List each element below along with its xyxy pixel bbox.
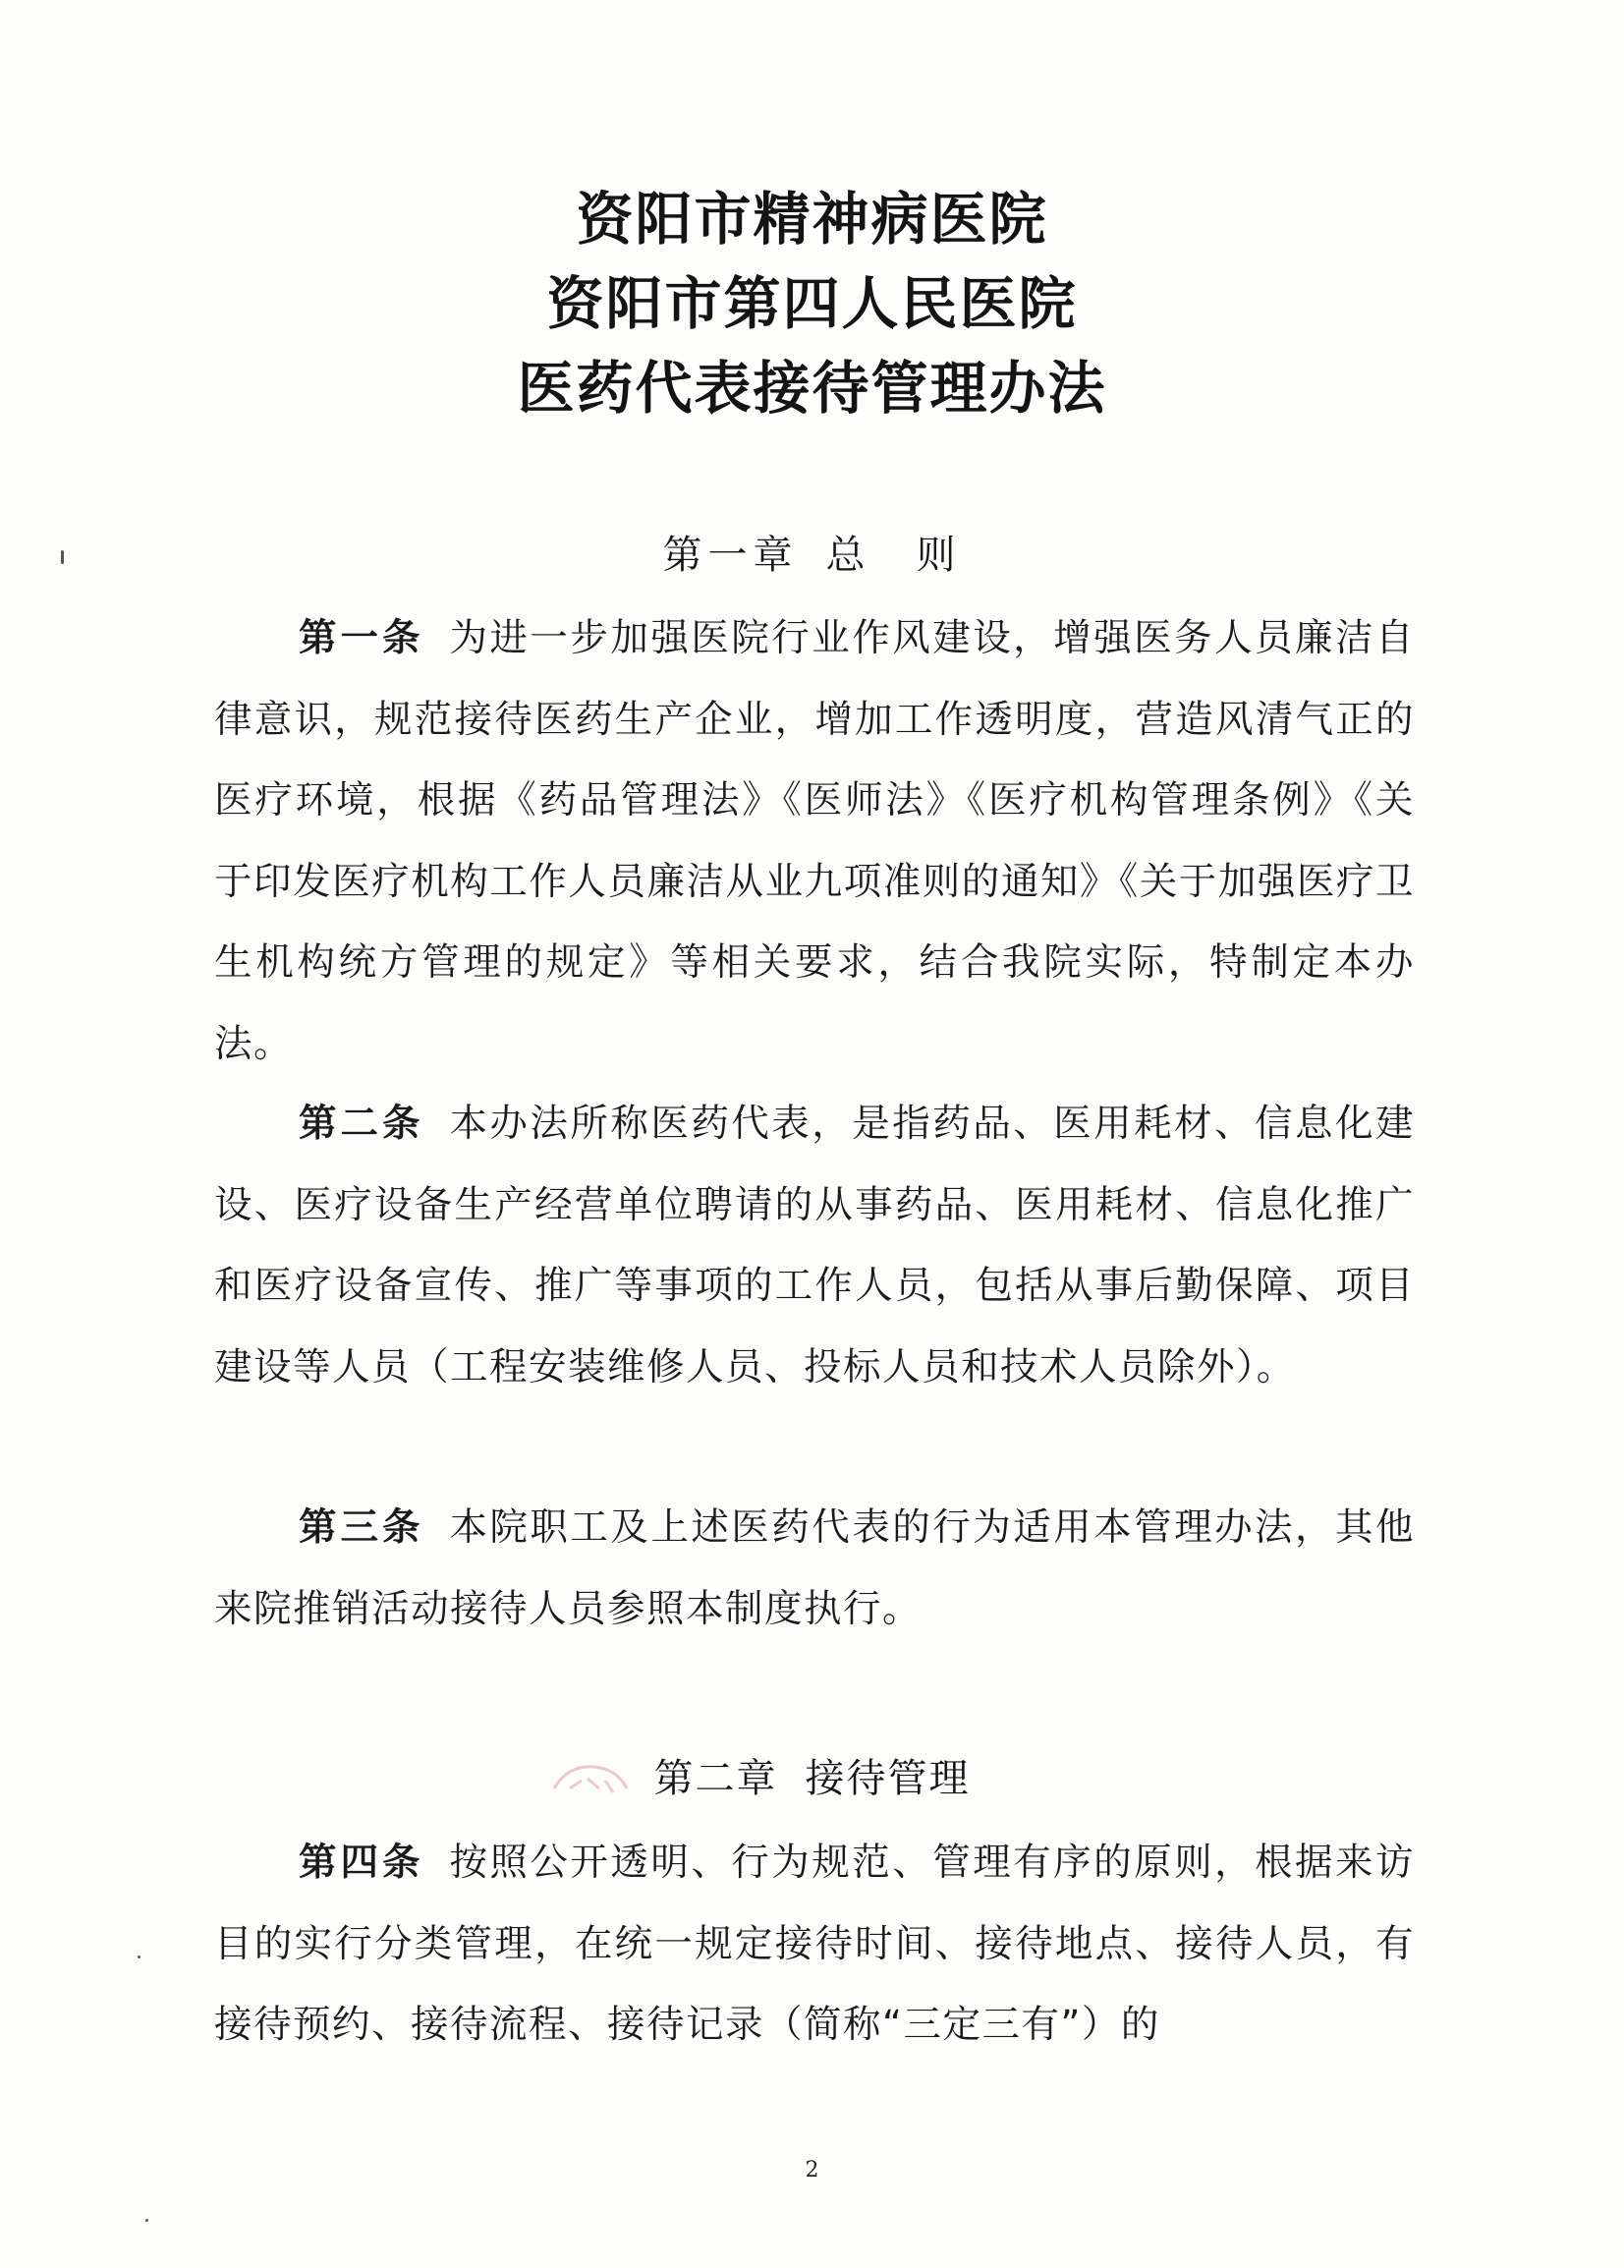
page-number: 2 (805, 2158, 819, 2183)
scan-speck (61, 550, 64, 564)
title-line: 资阳市第四人民医院 (546, 270, 1078, 337)
scan-speck (145, 2219, 148, 2222)
article-2 (214, 1084, 1415, 1408)
article-label: 第四条 (299, 1841, 424, 1885)
article-text: 本院职工及上述医药代表的行为适用本管理办法，其他来院推销活动接待人员参照本制度执行。 (214, 1505, 1415, 1631)
chapter-number: 第二章 (653, 1756, 778, 1801)
stamp-fragment-icon (548, 1759, 631, 1822)
document-title (0, 177, 1624, 430)
article-text: 为进一步加强医院行业作风建设，增强医务人员廉洁自律意识，规范接待医药生产企业，增加工作透明度，营造风清气正的医疗环境，根据《药品管理法》《医师法》《医疗机构管理条例》《关于印发医疗机构工作人员廉洁从业九项准则的通知》《关于加强医疗卫生机构统方管理的规定》等相关要求，结合我院实际，特制定本办法。 (214, 616, 1415, 1066)
article-1 (214, 598, 1415, 1085)
article-label: 第一条 (299, 616, 424, 660)
chapter-heading-1 (0, 526, 1624, 585)
chapter-heading-2 (0, 1749, 1624, 1808)
article-label: 第二条 (299, 1102, 424, 1146)
article-text: 本办法所称医药代表，是指药品、医用耗材、信息化建设、医疗设备生产经营单位聘请的从事药品、医用耗材、信息化推广和医疗设备宣传、推广等事项的工作人员，包括从事后勤保障、项目建设等人员（工程安装维修人员、投标人员和技术人员除外）。 (214, 1102, 1415, 1389)
scan-speck (138, 1956, 140, 1958)
chapter-number: 第一章 (662, 533, 799, 578)
article-text: 按照公开透明、行为规范、管理有序的原则，根据来访目的实行分类管理，在统一规定接待时间、接待地点、接待人员，有接待预约、接待流程、接待记录（简称“三定三有”）的 (214, 1841, 1415, 2047)
article-3 (214, 1488, 1415, 1650)
chapter-title: 接待管理 (805, 1756, 971, 1801)
article-4 (214, 1823, 1415, 2067)
title-line: 资阳市精神病医院 (576, 186, 1048, 253)
title-line: 医药代表接待管理办法 (517, 355, 1107, 422)
article-label: 第三条 (299, 1505, 424, 1550)
chapter-title: 总 则 (825, 533, 962, 578)
